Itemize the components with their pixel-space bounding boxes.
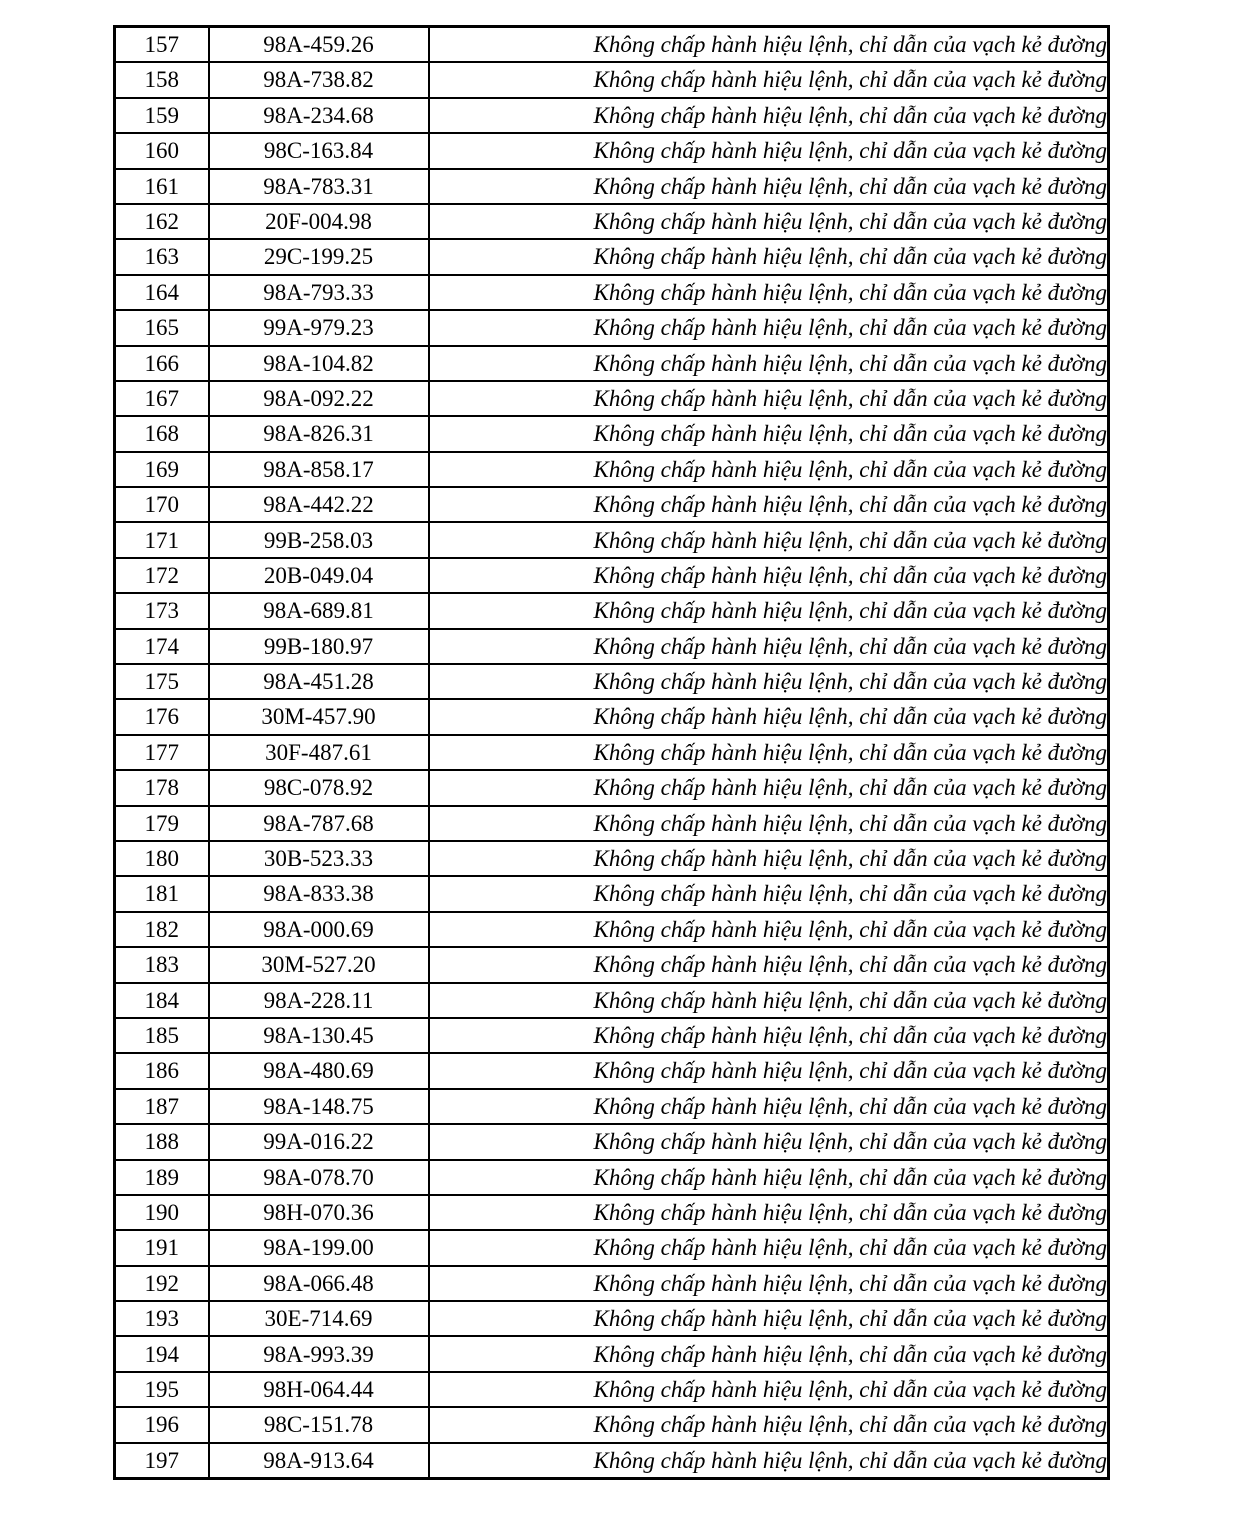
license-plate-cell: 98C-078.92	[209, 770, 429, 805]
violation-description-cell: Không chấp hành hiệu lệnh, chỉ dẫn của vạch kẻ đường	[429, 62, 1109, 97]
row-number-cell: 197	[115, 1443, 209, 1479]
table-row	[115, 629, 1109, 664]
row-number-cell: 190	[115, 1195, 209, 1230]
license-plate-cell: 98A-738.82	[209, 62, 429, 97]
table-row	[115, 487, 1109, 522]
table-row	[115, 770, 1109, 805]
table-row	[115, 98, 1109, 133]
violations-table-body	[115, 27, 1109, 1479]
table-row	[115, 1160, 1109, 1195]
row-number-cell: 188	[115, 1124, 209, 1159]
row-number-cell: 168	[115, 416, 209, 451]
row-number-cell: 175	[115, 664, 209, 699]
license-plate-cell: 98A-148.75	[209, 1089, 429, 1124]
row-number-cell: 179	[115, 806, 209, 841]
violation-description-cell: Không chấp hành hiệu lệnh, chỉ dẫn của vạch kẻ đường	[429, 1336, 1109, 1371]
table-row	[115, 912, 1109, 947]
table-row	[115, 1053, 1109, 1088]
row-number-cell: 162	[115, 204, 209, 239]
table-row	[115, 133, 1109, 168]
license-plate-cell: 30E-714.69	[209, 1301, 429, 1336]
violation-description-cell: Không chấp hành hiệu lệnh, chỉ dẫn của vạch kẻ đường	[429, 1372, 1109, 1407]
row-number-cell: 181	[115, 876, 209, 911]
table-row	[115, 593, 1109, 628]
row-number-cell: 158	[115, 62, 209, 97]
violation-description-cell: Không chấp hành hiệu lệnh, chỉ dẫn của vạch kẻ đường	[429, 699, 1109, 734]
license-plate-cell: 98A-833.38	[209, 876, 429, 911]
license-plate-cell: 30M-527.20	[209, 947, 429, 982]
violation-description-cell: Không chấp hành hiệu lệnh, chỉ dẫn của vạch kẻ đường	[429, 1407, 1109, 1442]
violation-description-cell: Không chấp hành hiệu lệnh, chỉ dẫn của vạch kẻ đường	[429, 27, 1109, 63]
table-row	[115, 522, 1109, 557]
row-number-cell: 196	[115, 1407, 209, 1442]
license-plate-cell: 98A-234.68	[209, 98, 429, 133]
row-number-cell: 185	[115, 1018, 209, 1053]
violation-description-cell: Không chấp hành hiệu lệnh, chỉ dẫn của vạch kẻ đường	[429, 98, 1109, 133]
table-row	[115, 735, 1109, 770]
violation-description-cell: Không chấp hành hiệu lệnh, chỉ dẫn của vạch kẻ đường	[429, 487, 1109, 522]
row-number-cell: 176	[115, 699, 209, 734]
license-plate-cell: 98A-451.28	[209, 664, 429, 699]
violation-description-cell: Không chấp hành hiệu lệnh, chỉ dẫn của vạch kẻ đường	[429, 841, 1109, 876]
table-row	[115, 1195, 1109, 1230]
license-plate-cell: 98A-913.64	[209, 1443, 429, 1479]
violation-description-cell: Không chấp hành hiệu lệnh, chỉ dẫn của vạch kẻ đường	[429, 1266, 1109, 1301]
row-number-cell: 165	[115, 310, 209, 345]
row-number-cell: 193	[115, 1301, 209, 1336]
table-row	[115, 1266, 1109, 1301]
table-row	[115, 947, 1109, 982]
license-plate-cell: 99B-180.97	[209, 629, 429, 664]
violation-description-cell: Không chấp hành hiệu lệnh, chỉ dẫn của vạch kẻ đường	[429, 912, 1109, 947]
row-number-cell: 187	[115, 1089, 209, 1124]
license-plate-cell: 20B-049.04	[209, 558, 429, 593]
violation-description-cell: Không chấp hành hiệu lệnh, chỉ dẫn của vạch kẻ đường	[429, 735, 1109, 770]
violation-description-cell: Không chấp hành hiệu lệnh, chỉ dẫn của vạch kẻ đường	[429, 1124, 1109, 1159]
violation-description-cell: Không chấp hành hiệu lệnh, chỉ dẫn của vạch kẻ đường	[429, 381, 1109, 416]
license-plate-cell: 20F-004.98	[209, 204, 429, 239]
violation-description-cell: Không chấp hành hiệu lệnh, chỉ dẫn của vạch kẻ đường	[429, 522, 1109, 557]
row-number-cell: 192	[115, 1266, 209, 1301]
row-number-cell: 186	[115, 1053, 209, 1088]
row-number-cell: 184	[115, 983, 209, 1018]
license-plate-cell: 99A-979.23	[209, 310, 429, 345]
table-row	[115, 452, 1109, 487]
violation-description-cell: Không chấp hành hiệu lệnh, chỉ dẫn của vạch kẻ đường	[429, 876, 1109, 911]
table-row	[115, 1089, 1109, 1124]
table-row	[115, 841, 1109, 876]
row-number-cell: 183	[115, 947, 209, 982]
table-row	[115, 664, 1109, 699]
license-plate-cell: 30B-523.33	[209, 841, 429, 876]
table-row	[115, 1124, 1109, 1159]
table-row	[115, 416, 1109, 451]
row-number-cell: 159	[115, 98, 209, 133]
row-number-cell: 161	[115, 169, 209, 204]
license-plate-cell: 98A-104.82	[209, 346, 429, 381]
table-row	[115, 876, 1109, 911]
violation-description-cell: Không chấp hành hiệu lệnh, chỉ dẫn của vạch kẻ đường	[429, 346, 1109, 381]
license-plate-cell: 98A-199.00	[209, 1230, 429, 1265]
violations-table	[113, 25, 1110, 1480]
row-number-cell: 167	[115, 381, 209, 416]
license-plate-cell: 98A-480.69	[209, 1053, 429, 1088]
license-plate-cell: 98H-070.36	[209, 1195, 429, 1230]
license-plate-cell: 98C-163.84	[209, 133, 429, 168]
table-row	[115, 699, 1109, 734]
violation-description-cell: Không chấp hành hiệu lệnh, chỉ dẫn của vạch kẻ đường	[429, 629, 1109, 664]
license-plate-cell: 98A-993.39	[209, 1336, 429, 1371]
row-number-cell: 157	[115, 27, 209, 63]
row-number-cell: 169	[115, 452, 209, 487]
license-plate-cell: 99B-258.03	[209, 522, 429, 557]
license-plate-cell: 98A-442.22	[209, 487, 429, 522]
table-row	[115, 62, 1109, 97]
row-number-cell: 174	[115, 629, 209, 664]
violation-description-cell: Không chấp hành hiệu lệnh, chỉ dẫn của vạch kẻ đường	[429, 1195, 1109, 1230]
license-plate-cell: 98A-783.31	[209, 169, 429, 204]
violation-description-cell: Không chấp hành hiệu lệnh, chỉ dẫn của vạch kẻ đường	[429, 770, 1109, 805]
violation-description-cell: Không chấp hành hiệu lệnh, chỉ dẫn của vạch kẻ đường	[429, 1160, 1109, 1195]
violation-description-cell: Không chấp hành hiệu lệnh, chỉ dẫn của vạch kẻ đường	[429, 593, 1109, 628]
table-row	[115, 558, 1109, 593]
row-number-cell: 195	[115, 1372, 209, 1407]
table-row	[115, 1018, 1109, 1053]
license-plate-cell: 98A-787.68	[209, 806, 429, 841]
violation-description-cell: Không chấp hành hiệu lệnh, chỉ dẫn của vạch kẻ đường	[429, 1089, 1109, 1124]
row-number-cell: 171	[115, 522, 209, 557]
license-plate-cell: 98A-066.48	[209, 1266, 429, 1301]
license-plate-cell: 98A-092.22	[209, 381, 429, 416]
table-row	[115, 346, 1109, 381]
license-plate-cell: 99A-016.22	[209, 1124, 429, 1159]
table-row	[115, 310, 1109, 345]
table-row	[115, 27, 1109, 63]
table-row	[115, 204, 1109, 239]
violation-description-cell: Không chấp hành hiệu lệnh, chỉ dẫn của vạch kẻ đường	[429, 416, 1109, 451]
table-row	[115, 381, 1109, 416]
violation-description-cell: Không chấp hành hiệu lệnh, chỉ dẫn của vạch kẻ đường	[429, 133, 1109, 168]
violation-description-cell: Không chấp hành hiệu lệnh, chỉ dẫn của vạch kẻ đường	[429, 275, 1109, 310]
row-number-cell: 163	[115, 239, 209, 274]
license-plate-cell: 98A-858.17	[209, 452, 429, 487]
violation-description-cell: Không chấp hành hiệu lệnh, chỉ dẫn của vạch kẻ đường	[429, 558, 1109, 593]
table-row	[115, 239, 1109, 274]
violation-description-cell: Không chấp hành hiệu lệnh, chỉ dẫn của vạch kẻ đường	[429, 452, 1109, 487]
row-number-cell: 178	[115, 770, 209, 805]
row-number-cell: 166	[115, 346, 209, 381]
violation-description-cell: Không chấp hành hiệu lệnh, chỉ dẫn của vạch kẻ đường	[429, 1443, 1109, 1479]
violation-description-cell: Không chấp hành hiệu lệnh, chỉ dẫn của vạch kẻ đường	[429, 239, 1109, 274]
license-plate-cell: 98A-826.31	[209, 416, 429, 451]
table-row	[115, 1443, 1109, 1479]
table-row	[115, 1372, 1109, 1407]
table-row	[115, 1301, 1109, 1336]
row-number-cell: 173	[115, 593, 209, 628]
violation-description-cell: Không chấp hành hiệu lệnh, chỉ dẫn của vạch kẻ đường	[429, 1018, 1109, 1053]
license-plate-cell: 29C-199.25	[209, 239, 429, 274]
license-plate-cell: 98A-459.26	[209, 27, 429, 63]
license-plate-cell: 98A-130.45	[209, 1018, 429, 1053]
license-plate-cell: 98C-151.78	[209, 1407, 429, 1442]
violation-description-cell: Không chấp hành hiệu lệnh, chỉ dẫn của vạch kẻ đường	[429, 983, 1109, 1018]
license-plate-cell: 98A-689.81	[209, 593, 429, 628]
license-plate-cell: 98H-064.44	[209, 1372, 429, 1407]
row-number-cell: 189	[115, 1160, 209, 1195]
row-number-cell: 172	[115, 558, 209, 593]
row-number-cell: 180	[115, 841, 209, 876]
license-plate-cell: 98A-000.69	[209, 912, 429, 947]
row-number-cell: 194	[115, 1336, 209, 1371]
table-row	[115, 275, 1109, 310]
violation-description-cell: Không chấp hành hiệu lệnh, chỉ dẫn của vạch kẻ đường	[429, 947, 1109, 982]
row-number-cell: 164	[115, 275, 209, 310]
table-row	[115, 1407, 1109, 1442]
license-plate-cell: 30M-457.90	[209, 699, 429, 734]
license-plate-cell: 98A-793.33	[209, 275, 429, 310]
violation-description-cell: Không chấp hành hiệu lệnh, chỉ dẫn của vạch kẻ đường	[429, 806, 1109, 841]
violation-description-cell: Không chấp hành hiệu lệnh, chỉ dẫn của vạch kẻ đường	[429, 1301, 1109, 1336]
table-row	[115, 1230, 1109, 1265]
license-plate-cell: 98A-078.70	[209, 1160, 429, 1195]
license-plate-cell: 30F-487.61	[209, 735, 429, 770]
violation-description-cell: Không chấp hành hiệu lệnh, chỉ dẫn của vạch kẻ đường	[429, 1230, 1109, 1265]
violation-description-cell: Không chấp hành hiệu lệnh, chỉ dẫn của vạch kẻ đường	[429, 169, 1109, 204]
table-row	[115, 169, 1109, 204]
row-number-cell: 177	[115, 735, 209, 770]
table-row	[115, 806, 1109, 841]
row-number-cell: 160	[115, 133, 209, 168]
violation-description-cell: Không chấp hành hiệu lệnh, chỉ dẫn của vạch kẻ đường	[429, 204, 1109, 239]
table-row	[115, 983, 1109, 1018]
violation-description-cell: Không chấp hành hiệu lệnh, chỉ dẫn của vạch kẻ đường	[429, 1053, 1109, 1088]
row-number-cell: 191	[115, 1230, 209, 1265]
table-row	[115, 1336, 1109, 1371]
violation-description-cell: Không chấp hành hiệu lệnh, chỉ dẫn của vạch kẻ đường	[429, 664, 1109, 699]
row-number-cell: 170	[115, 487, 209, 522]
row-number-cell: 182	[115, 912, 209, 947]
license-plate-cell: 98A-228.11	[209, 983, 429, 1018]
violation-description-cell: Không chấp hành hiệu lệnh, chỉ dẫn của vạch kẻ đường	[429, 310, 1109, 345]
